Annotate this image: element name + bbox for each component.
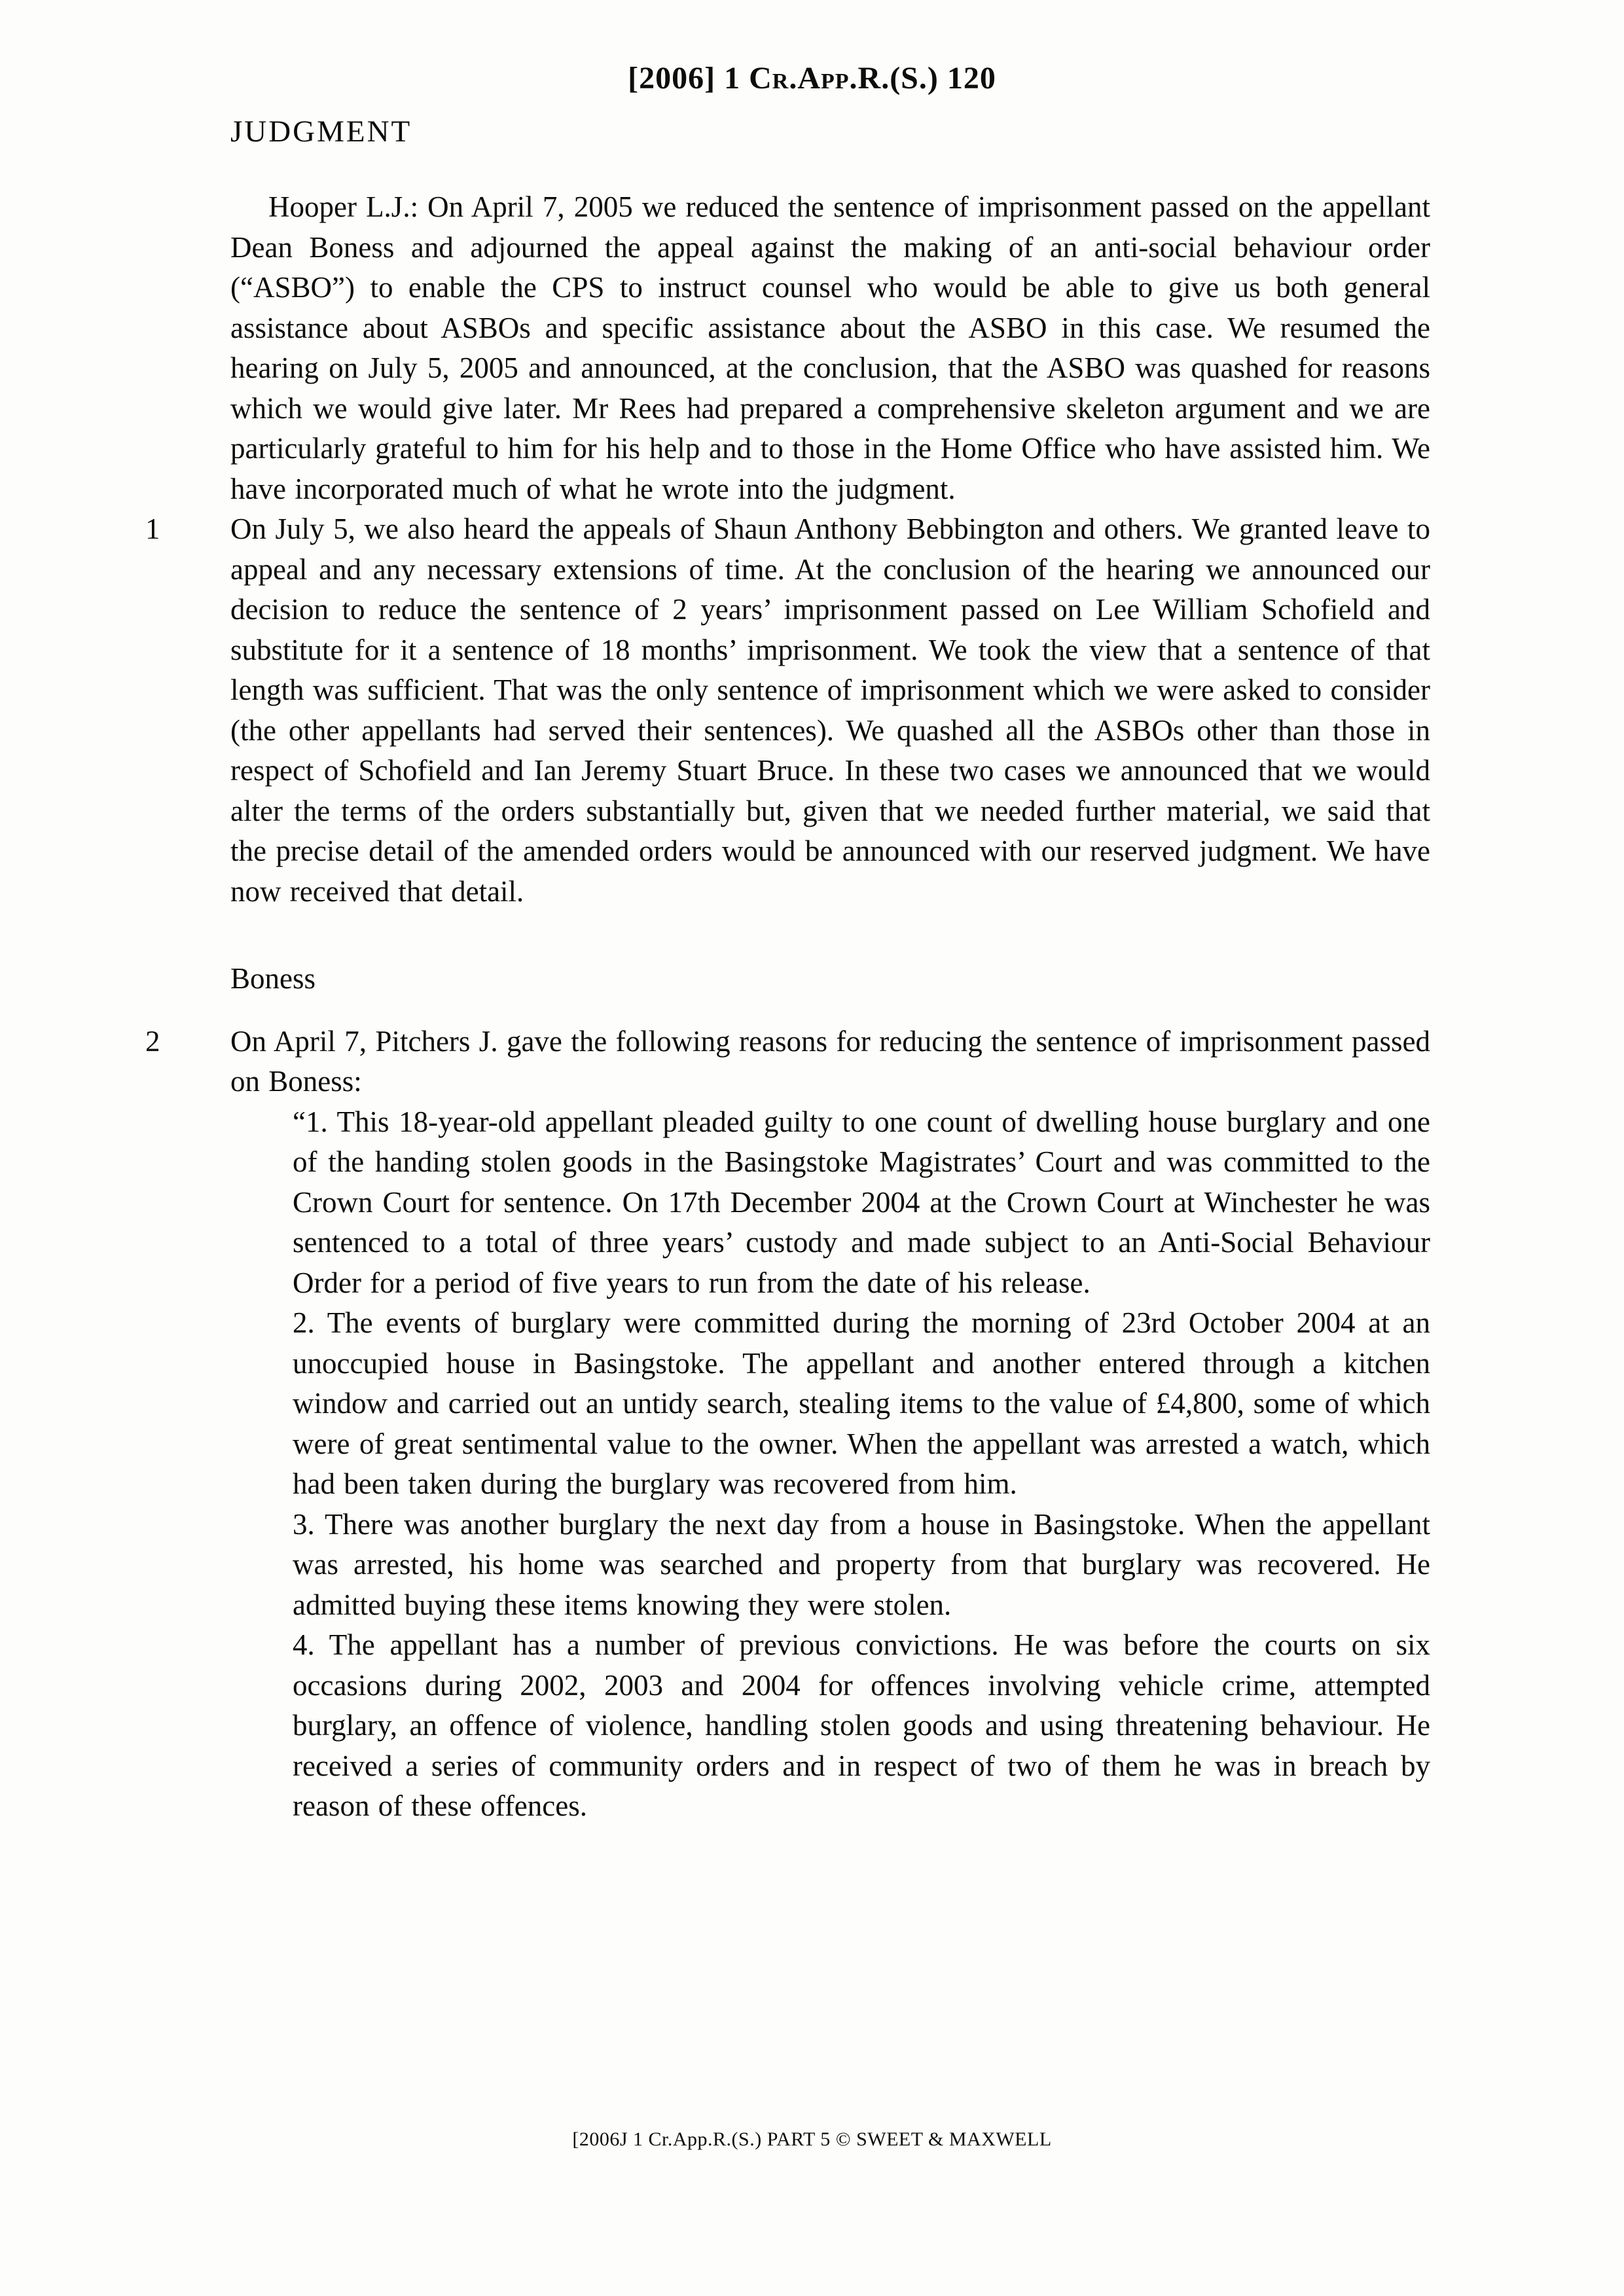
quote-paragraph-2: 2. The events of burglary were committed during the morning of 23rd October 2004 at an unoccupied house in Basingstoke. The appellant and another entered through a kitchen window and carried out an untidy search, stealing items to the value of £4,800, some of which were of great sentimental value to the owner. When the appellant was arrested a watch, which had been taken during the burglary was recovered from him. xyxy=(293,1306,1430,1500)
boness-subheading: Boness xyxy=(230,962,316,995)
margin-number-2: 2 xyxy=(145,1024,160,1058)
judgment-body xyxy=(145,187,1430,1827)
publisher-imprint: [2006J 1 Cr.App.R.(S.) PART 5 © SWEET & MAXWELL xyxy=(572,2128,1052,2150)
citation-prefix: [2006] 1 xyxy=(628,61,749,96)
margin-number-1: 1 xyxy=(145,512,160,545)
citation-reporter: Cr.App.R.(S.) xyxy=(749,61,939,96)
numbered-paragraph-2 xyxy=(145,1022,1430,1102)
intro-paragraph: Hooper L.J.: On April 7, 2005 we reduced the sentence of imprisonment passed on the appellant Dean Boness and adjourned the appeal against the making of an anti-social behaviour order (“ASBO”) to enable the CPS to instruct counsel who would be able to give us both general assistance about ASBOs and specific assistance about the ASBO in this case. We resumed the hearing on July 5, 2005 and announced, at the conclusion, that the ASBO was quashed for reasons which we would give later. Mr Rees had prepared a comprehensive skeleton argument and we are particularly grateful to him for his help and to those in the Home Office who have assisted him. We have incorporated much of what he wrote into the judgment. xyxy=(230,190,1430,505)
quote-paragraph-1: “1. This 18-year-old appellant pleaded guilty to one count of dwelling house burglary and one of the handing stolen goods in the Basingstoke Magistrates’ Court and was committed to the Crown Court for sentence. On 17th December 2004 at the Crown Court at Winchester he was sentenced to a total of three years’ custody and made subject to an Anti-Social Behaviour Order for a period of five years to run from the date of his release. xyxy=(293,1105,1430,1299)
judgment-heading: JUDGMENT xyxy=(230,115,412,149)
reporter-citation xyxy=(0,60,1624,96)
quoted-sentencing-remarks xyxy=(293,1102,1430,1827)
quote-paragraph-3: 3. There was another burglary the next day from a house in Basingstoke. When the appellant was arrested, his home was searched and property from that burglary was recovered. He admitted buying these items knowing they were stolen. xyxy=(293,1507,1430,1621)
numbered-paragraph-1 xyxy=(145,509,1430,912)
paragraph-2-text: On April 7, Pitchers J. gave the following reasons for reducing the sentence of imprisonment passed on Boness: xyxy=(230,1024,1430,1098)
citation-suffix: 120 xyxy=(938,61,996,96)
quote-paragraph-4: 4. The appellant has a number of previous convictions. He was before the courts on six occasions during 2002, 2003 and 2004 for offences involving vehicle crime, attempted burglary, an offence of violence, handling stolen goods and using threatening behaviour. He received a series of community orders and in respect of two of them he was in breach by reason of these offences. xyxy=(293,1628,1430,1822)
paragraph-1-text: On July 5, we also heard the appeals of Shaun Anthony Bebbington and others. We granted leave to appeal and any necessary extensions of time. At the conclusion of the hearing we announced our decision to reduce the sentence of 2 years’ imprisonment passed on Lee William Schofield and substitute for it a sentence of 18 months’ imprisonment. We took the view that a sentence of that length was sufficient. That was the only sentence of imprisonment which we were asked to consider (the other appellants had served their sentences). We quashed all the ASBOs other than those in respect of Schofield and Ian Jeremy Stuart Bruce. In these two cases we announced that we would alter the terms of the orders substantially but, given that we needed further material, we said that the precise detail of the amended orders would be announced with our reserved judgment. We have now received that detail. xyxy=(230,512,1430,908)
